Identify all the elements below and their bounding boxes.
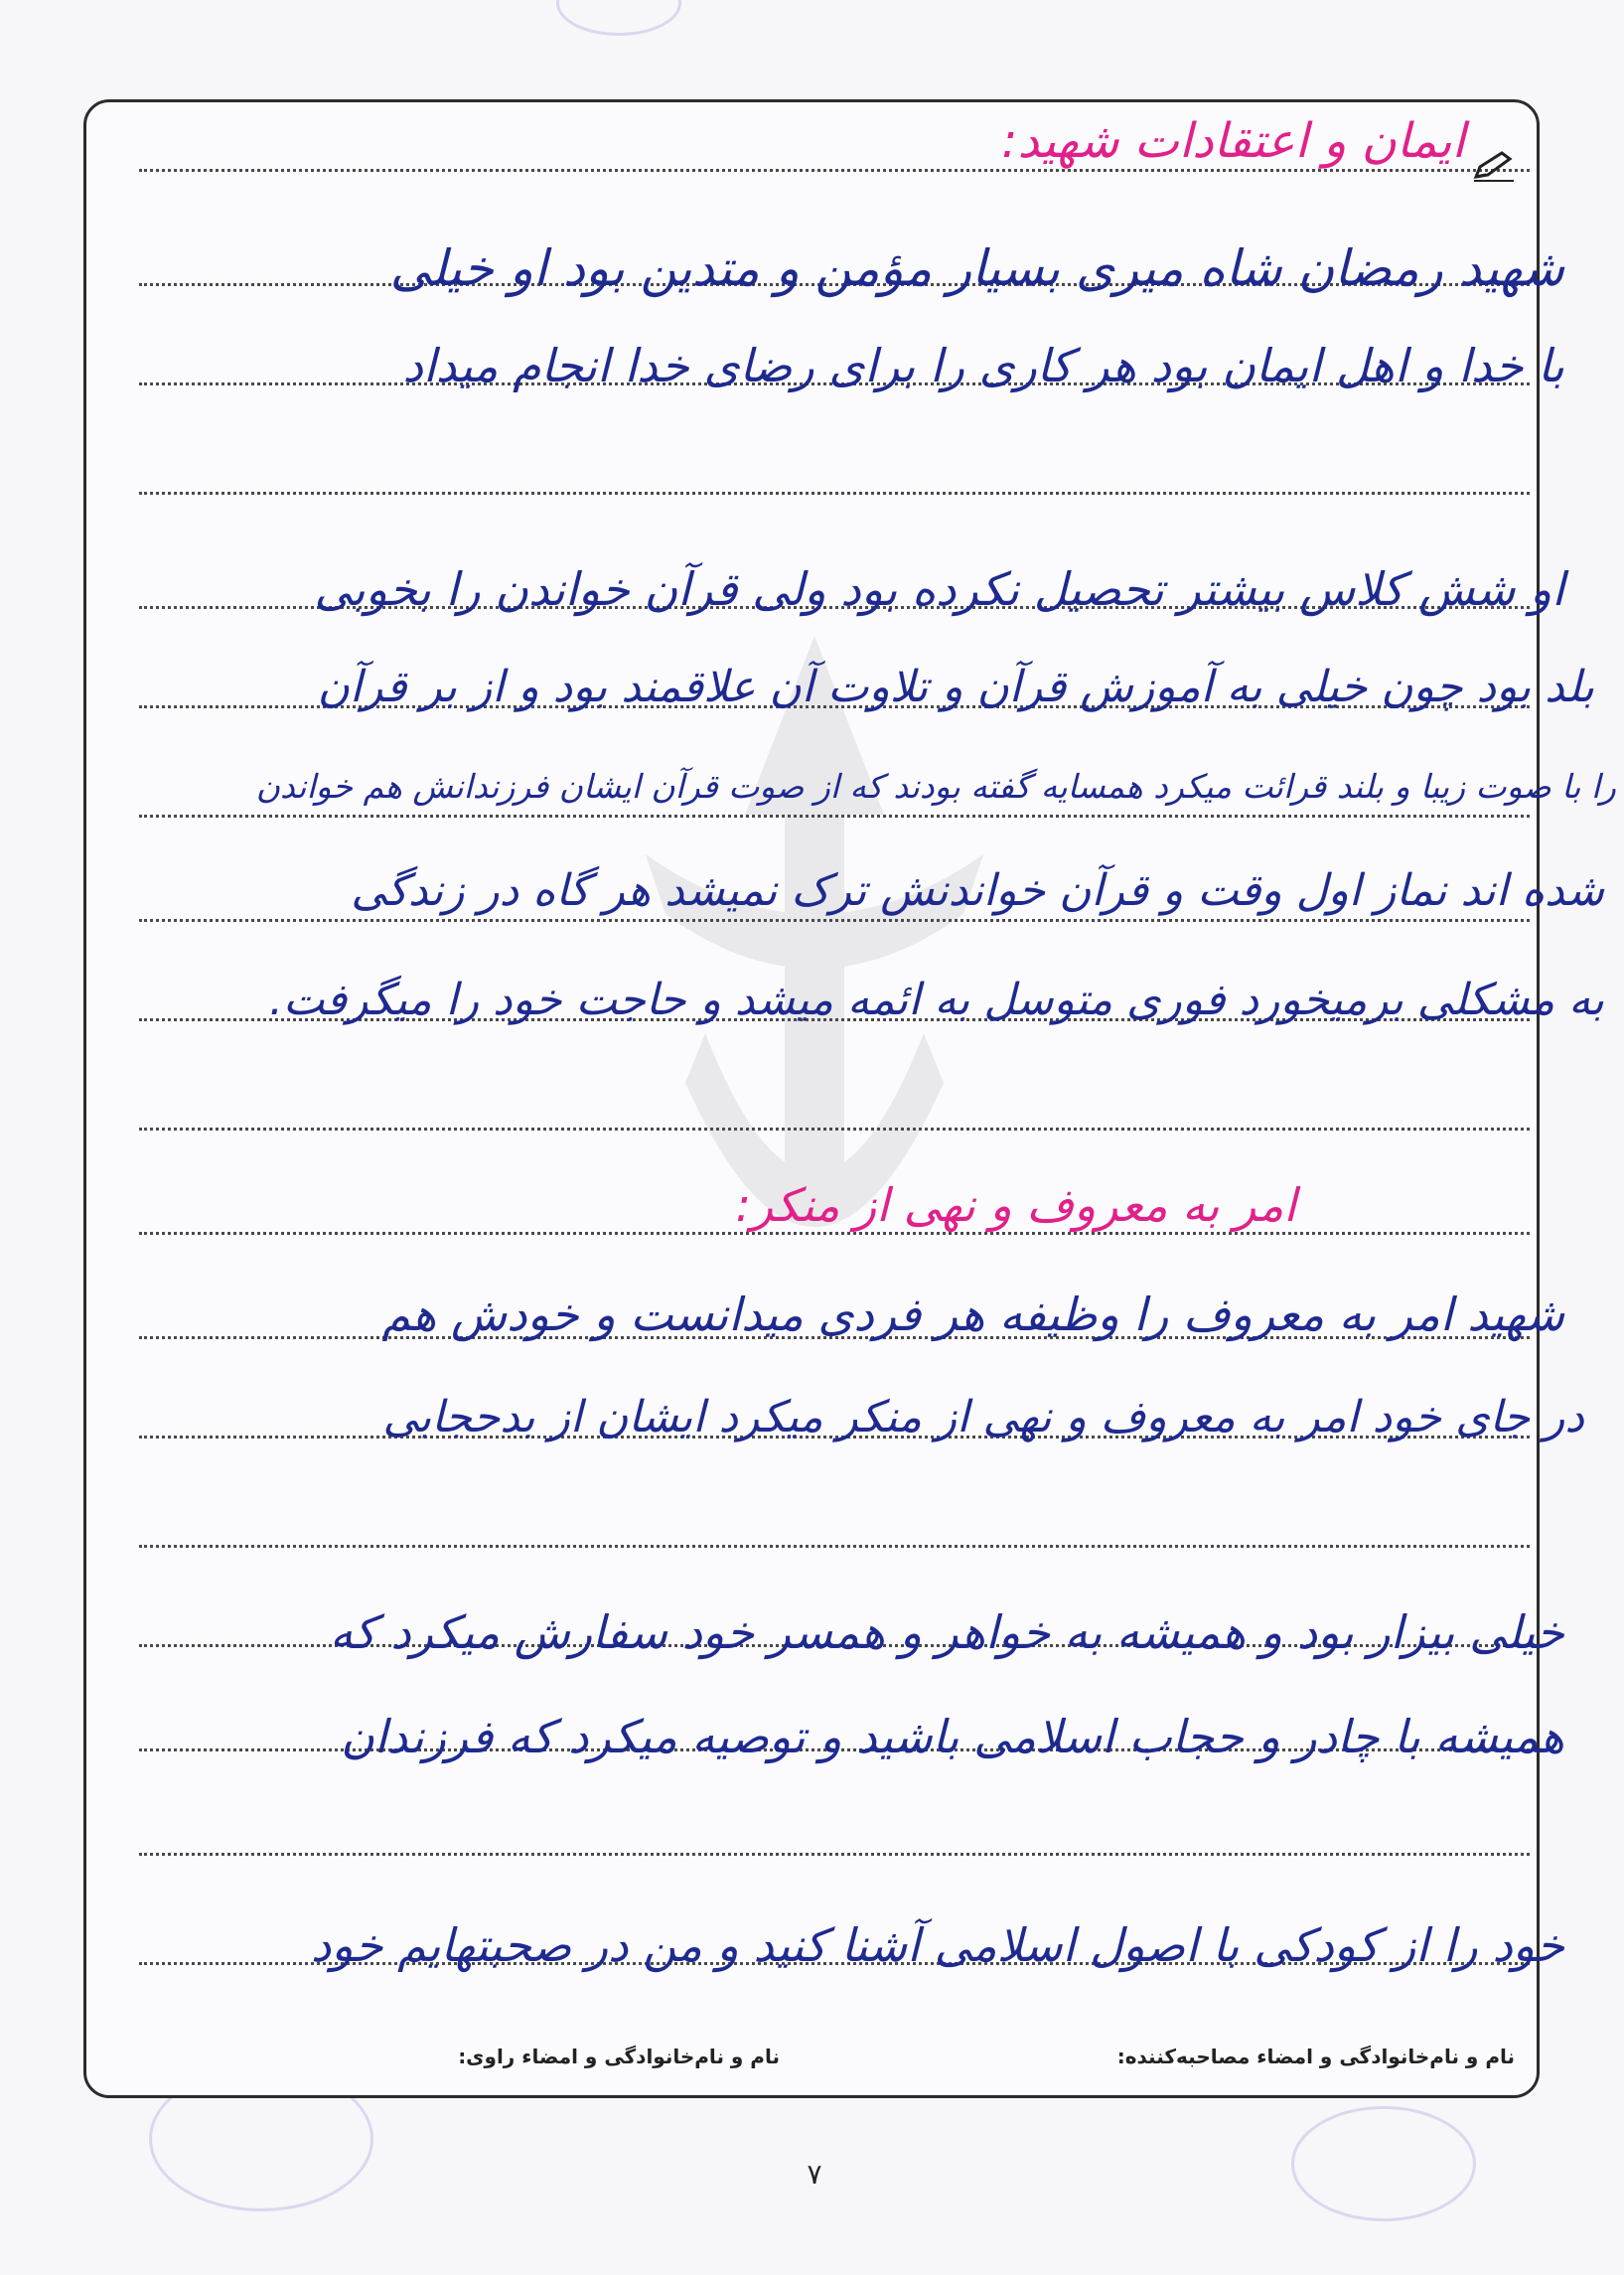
ruled-line: [139, 492, 1530, 495]
faint-stamp: [1291, 2106, 1476, 2221]
ruled-line: [139, 1128, 1530, 1131]
handwritten-line: با خدا و اهل ایمان بود هر کاری را برای رضای خدا انجام میداد: [402, 339, 1564, 392]
handwritten-line: خیلی بیزار بود و همیشه به خواهر و همسر خود سفارش میکرد که: [330, 1605, 1564, 1659]
ruled-line: [139, 169, 1530, 172]
handwritten-line: شده اند نماز اول وقت و قرآن خواندنش ترک نمیشد هر گاه در زندگی: [351, 865, 1604, 916]
handwritten-line: او شش کلاس بیشتر تحصیل نکرده بود ولی قرآن خواندن را بخوبی: [314, 562, 1564, 616]
handwritten-line: بلد بود چون خیلی به آموزش قرآن و تلاوت آن علاقمند بود و از بر قرآن: [317, 662, 1594, 712]
handwritten-line: به مشکلی برمیخورد فوری متوسل به ائمه میشد و حاجت خود را میگرفت.: [268, 975, 1604, 1025]
ruled-line: [139, 1853, 1530, 1856]
handwritten-line: همیشه با چادر و حجاب اسلامی باشید و توصیه میکرد که فرزندان: [341, 1710, 1564, 1763]
interviewer-signature-label: نام و نام‌خانوادگی و امضاء مصاحبه‌کننده:: [1116, 2045, 1515, 2068]
ruled-line: [139, 815, 1530, 818]
ruled-line: [139, 1545, 1530, 1548]
handwritten-line: شهید رمضان شاه میری بسیار مؤمن و متدین بود او خیلی: [389, 239, 1564, 297]
ruled-line: [139, 1232, 1530, 1235]
handwritten-line: خود را از کودکی با اصول اسلامی آشنا کنید و من در صحبتهایم خود: [310, 1918, 1564, 1972]
narrator-signature-label: نام و نام‌خانوادگی و امضاء راوی:: [458, 2045, 780, 2068]
page-number: ۷: [807, 2158, 822, 2191]
pencil-icon: [1472, 149, 1516, 183]
handwritten-line: شهید امر به معروف را وظیفه هر فردی میدانست و خودش هم: [381, 1288, 1564, 1341]
handwritten-line: در جای خود امر به معروف و نهی از منکر میکرد ایشان از بدحجابی: [382, 1392, 1584, 1442]
ruled-line: [139, 919, 1530, 922]
heading-enjoining-good: امر به معروف و نهی از منکر:: [735, 1178, 1296, 1232]
handwritten-line: را با صوت زیبا و بلند قرائت میکرد همسایه گفته بودند که از صوت قرآن ایشان فرزندانش هم خواندن: [255, 767, 1616, 806]
faint-stamp: [556, 0, 681, 36]
heading-beliefs: ایمان و اعتقادات شهید:: [1001, 113, 1465, 169]
